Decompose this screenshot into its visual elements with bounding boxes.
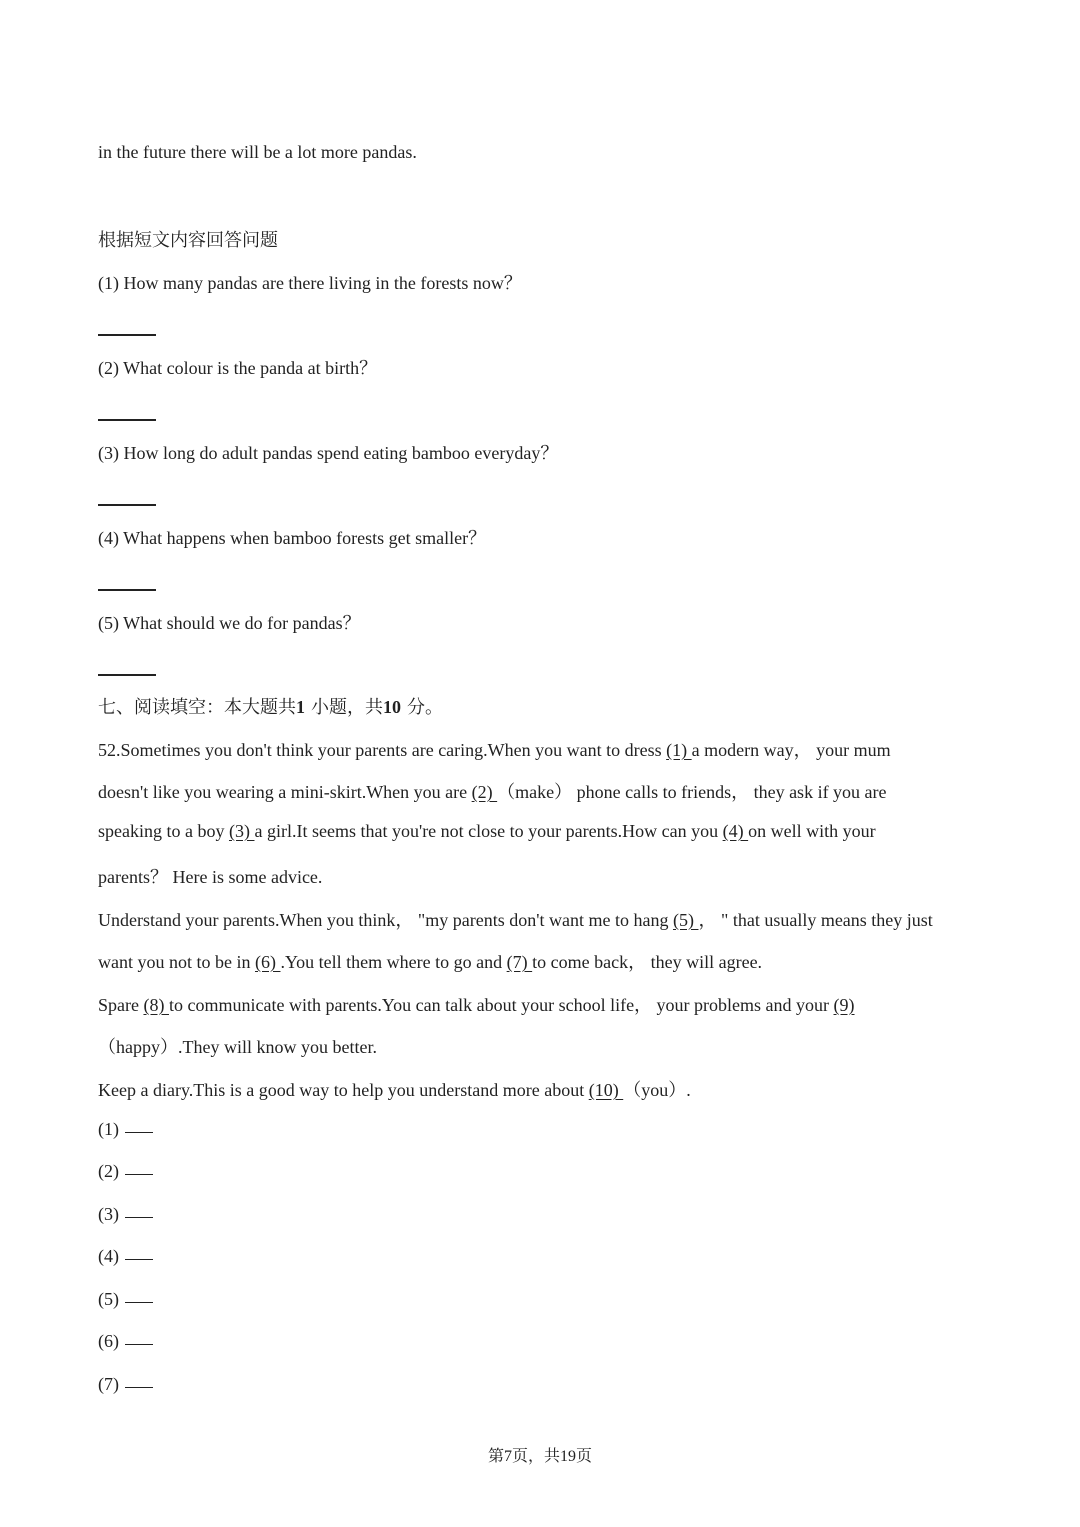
question-3: (3) How long do adult pandas spend eating bamboo everyday？ [98, 443, 559, 463]
answer-row-2[interactable]: (2) [98, 1161, 153, 1182]
blank-7[interactable]: (7) [506, 952, 533, 972]
blank-2[interactable]: (2) [471, 782, 498, 802]
blank-8[interactable]: (8) [143, 995, 169, 1015]
question-1: (1) How many pandas are there living in the forests now？ [98, 273, 522, 293]
section-7-heading: 七、阅读填空：本大题共1 小题，共10 分。 [98, 697, 443, 718]
answer-line-4[interactable] [98, 575, 156, 596]
answer-line-2[interactable] [98, 405, 156, 426]
cloze-line-1: 52.Sometimes you don't think your parents are caring.When you want to dress (1) a modern way， your mum [98, 740, 891, 760]
cloze-line-5: Understand your parents.When you think， "my parents don't want me to hang (5) ， " that usually means they just [98, 910, 933, 930]
qa-instruction: 根据短文内容回答问题 [98, 230, 278, 251]
answer-row-1[interactable]: (1) [98, 1119, 153, 1140]
answer-row-6[interactable]: (6) [98, 1331, 153, 1352]
blank-4[interactable]: (4) [722, 821, 749, 841]
answer-line-5[interactable] [98, 660, 156, 681]
page-footer: 第7页，共19页 [487, 1448, 592, 1465]
cloze-line-7: Spare (8) to communicate with parents.You can talk about your school life， your problems and your (9) [98, 995, 855, 1015]
cloze-line-9: Keep a diary.This is a good way to help you understand more about (10) （you）. [98, 1080, 691, 1100]
blank-5[interactable]: (5) [672, 910, 699, 930]
cloze-line-8: （happy）.They will know you better. [98, 1037, 377, 1057]
question-4: (4) What happens when bamboo forests get smaller？ [98, 528, 487, 548]
answer-row-4[interactable]: (4) [98, 1246, 153, 1267]
blank-10[interactable]: (10) [588, 1080, 624, 1100]
blank-6[interactable]: (6) [254, 952, 281, 972]
blank-1[interactable]: (1) [666, 740, 692, 760]
blank-9[interactable]: (9) [833, 995, 855, 1015]
cloze-line-2: doesn't like you wearing a mini-skirt.When you are (2) （make） phone calls to friends， they ask if you are [98, 782, 887, 802]
blank-3[interactable]: (3) [228, 821, 255, 841]
cloze-line-6: want you not to be in (6) .You tell them where to go and (7) to come back， they will agree. [98, 952, 763, 972]
question-5: (5) What should we do for pandas？ [98, 613, 361, 633]
passage-end-text: in the future there will be a lot more pandas. [98, 142, 417, 162]
cloze-line-3: speaking to a boy (3) a girl.It seems that you're not close to your parents.How can you (4) on well with your [98, 821, 876, 841]
cloze-line-4: parents？ Here is some advice. [98, 867, 323, 887]
question-2: (2) What colour is the panda at birth？ [98, 358, 378, 378]
answer-row-5[interactable]: (5) [98, 1289, 153, 1310]
answer-line-3[interactable] [98, 490, 156, 511]
answer-row-3[interactable]: (3) [98, 1204, 153, 1225]
answer-row-7[interactable]: (7) [98, 1374, 153, 1395]
answer-line-1[interactable] [98, 320, 156, 341]
